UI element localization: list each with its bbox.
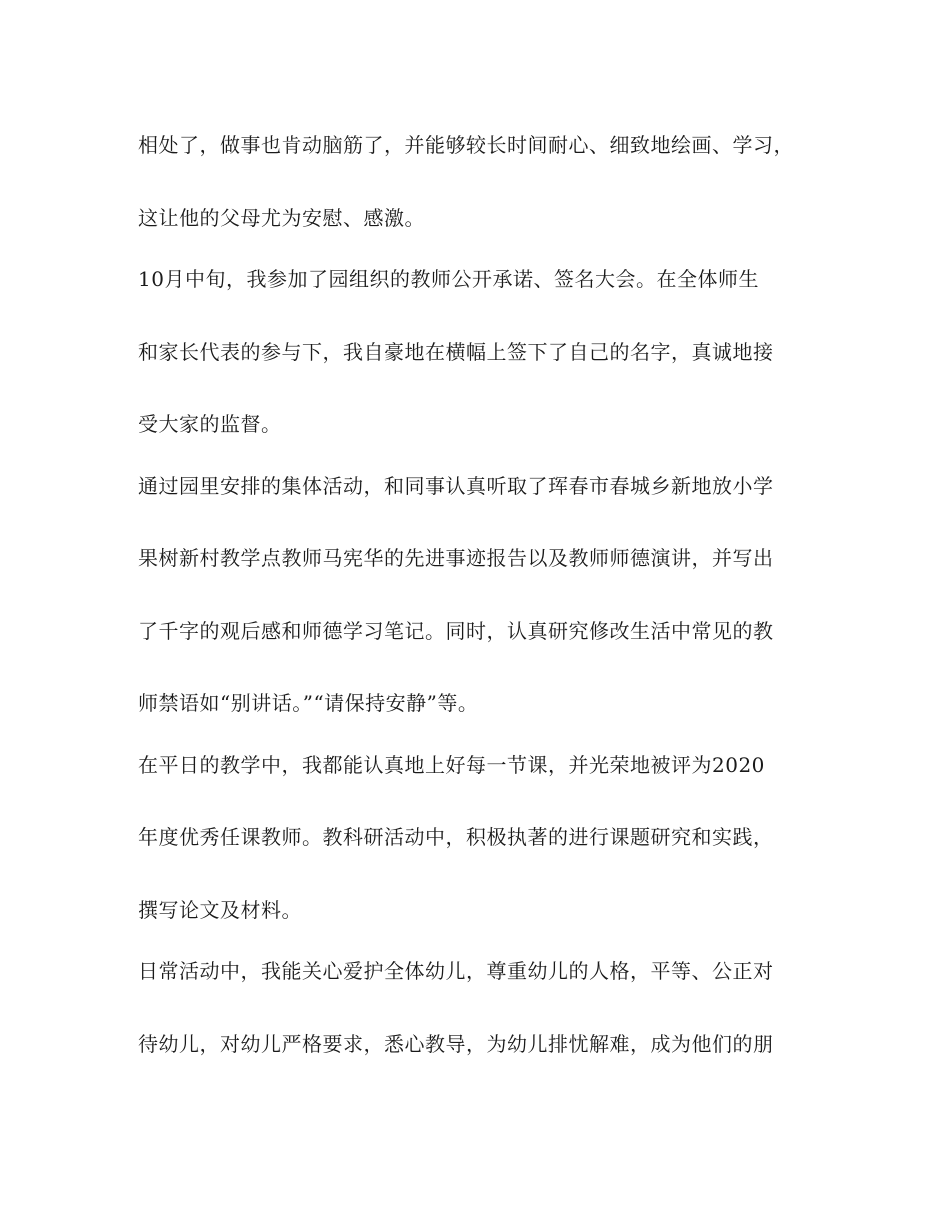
text-line: 日常活动中，我能关心爱护全体幼儿，尊重幼儿的人格，平等、公正对 <box>138 959 774 983</box>
text-line: 10月中旬，我参加了园组织的教师公开承诺、签名大会。在全体师生 <box>138 267 759 291</box>
text-line: 在平日的教学中，我都能认真地上好每一节课，并光荣地被评为2020 <box>138 753 765 777</box>
text-line: 撰写论文及材料。 <box>138 898 302 922</box>
text-line: 师禁语如“别讲话。”“请保持安静”等。 <box>138 691 479 715</box>
text-line: 年度优秀任课教师。教科研活动中，积极执著的进行课题研究和实践， <box>138 825 774 849</box>
text-line: 这让他的父母尤为安慰、感激。 <box>138 206 425 230</box>
text-line: 受大家的监督。 <box>138 412 282 436</box>
text-line: 果树新村教学点教师马宪华的先进事迹报告以及教师师德演讲，并写出 <box>138 546 774 570</box>
text-line: 待幼儿，对幼儿严格要求，悉心教导，为幼儿排忧解难，成为他们的朋 <box>138 1032 774 1056</box>
text-line: 和家长代表的参与下，我自豪地在横幅上签下了自己的名字，真诚地接 <box>138 340 774 364</box>
text-line: 相处了，做事也肯动脑筋了，并能够较长时间耐心、细致地绘画、学习， <box>138 133 794 157</box>
text-line: 了千字的观后感和师德学习笔记。同时，认真研究修改生活中常见的教 <box>138 619 774 643</box>
text-line: 通过园里安排的集体活动，和同事认真听取了珲春市春城乡新地放小学 <box>138 474 774 498</box>
